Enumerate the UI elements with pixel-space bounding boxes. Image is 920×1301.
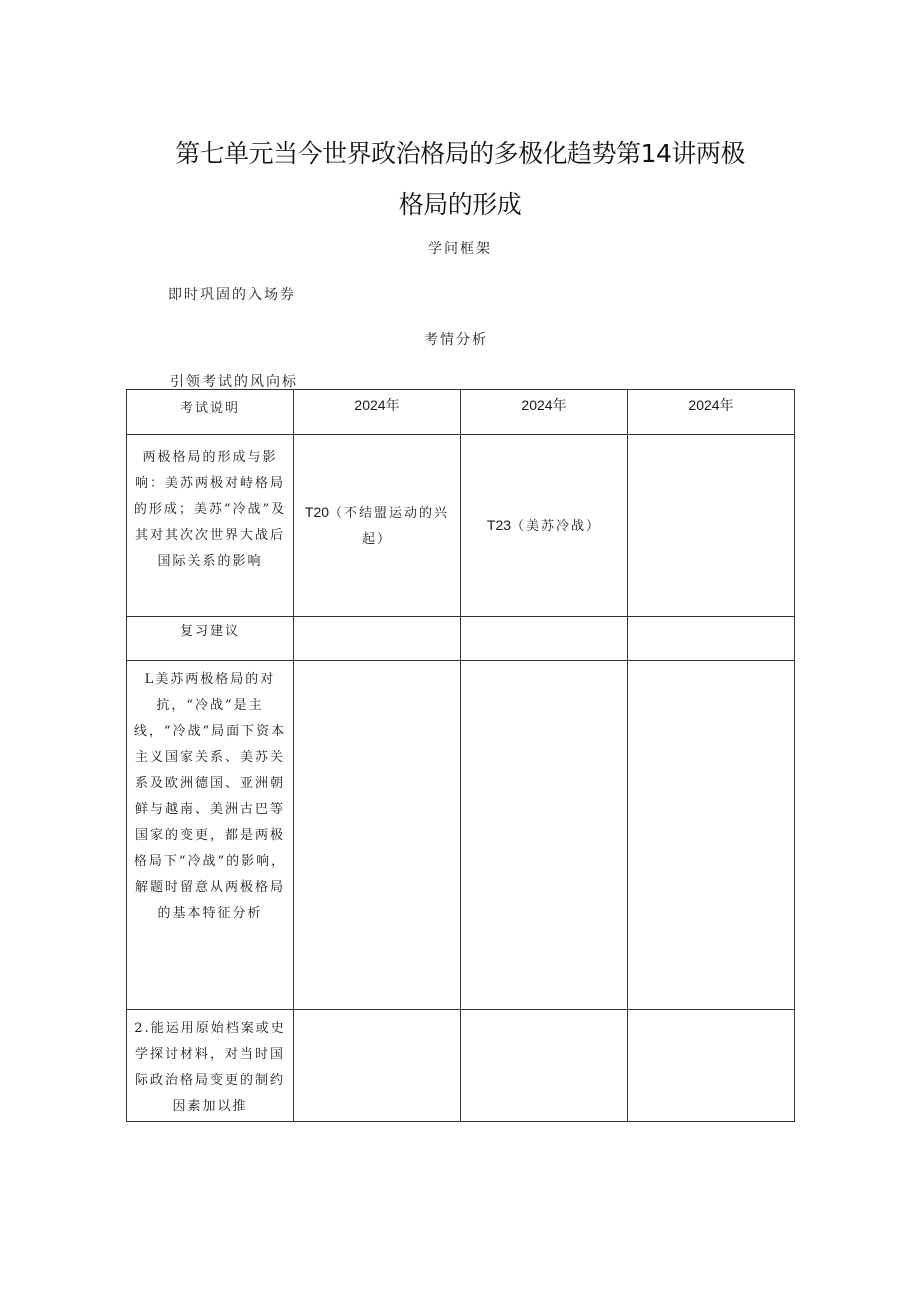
question-topic: （不结盟运动的兴起） bbox=[329, 505, 450, 547]
header-cell-year-3: 2024年 bbox=[628, 390, 795, 435]
table-row bbox=[127, 1010, 795, 1122]
row1-year2-cell bbox=[461, 435, 628, 617]
suggestion-1-cell: L美苏两极格局的对抗，“冷战”是主线，“冷战”局面下资本主义国家关系、美苏关系及欧洲德国、亚洲朝鲜与越南、美洲古巴等国家的变更，都是两极格局下“冷战”的影响，解题时留意从两极格局的基本特征分析 bbox=[127, 661, 294, 1010]
table-row bbox=[127, 435, 795, 617]
table-row bbox=[127, 661, 795, 1010]
document-title-line-2: 格局的形成 bbox=[398, 190, 522, 219]
table-row bbox=[127, 617, 795, 661]
section-label-exam-analysis: 考情分析 bbox=[424, 332, 488, 348]
review-suggestion-cell: 复习建议 bbox=[127, 617, 294, 661]
row1-year1-cell bbox=[294, 435, 461, 617]
empty-cell bbox=[461, 661, 628, 1010]
empty-cell bbox=[294, 661, 461, 1010]
question-topic: （美苏冷战） bbox=[511, 518, 602, 534]
empty-cell bbox=[628, 617, 795, 661]
section-label-consolidation: 即时巩固的入场券 bbox=[168, 287, 296, 303]
row1-description-cell: 两极格局的形成与影响：美苏两极对峙格局的形成；美苏“冷战”及其对其次次世界大战后国际关系的影响 bbox=[127, 435, 294, 617]
row1-year3-cell bbox=[628, 435, 795, 617]
question-code: T23 bbox=[486, 516, 512, 533]
table-header-row bbox=[127, 390, 795, 435]
empty-cell bbox=[294, 1010, 461, 1122]
question-code: T20 bbox=[304, 503, 330, 520]
empty-cell bbox=[461, 1010, 628, 1122]
empty-cell bbox=[628, 661, 795, 1010]
exam-analysis-table bbox=[126, 389, 795, 1122]
empty-cell bbox=[628, 1010, 795, 1122]
header-cell-exam-description: 考试说明 bbox=[127, 390, 294, 435]
empty-cell bbox=[294, 617, 461, 661]
suggestion-2-cell: 2.能运用原始档案或史学探讨材料，对当时国际政治格局变更的制约因素加以推 bbox=[127, 1010, 294, 1122]
empty-cell bbox=[461, 617, 628, 661]
header-cell-year-1: 2024年 bbox=[294, 390, 461, 435]
document-title-line-1: 第七单元当今世界政治格局的多极化趋势第14讲两极 bbox=[175, 139, 745, 168]
header-cell-year-2: 2024年 bbox=[461, 390, 628, 435]
section-label-knowledge-frame: 学问框架 bbox=[428, 241, 492, 257]
section-label-exam-guide: 引领考试的风向标 bbox=[170, 374, 298, 390]
